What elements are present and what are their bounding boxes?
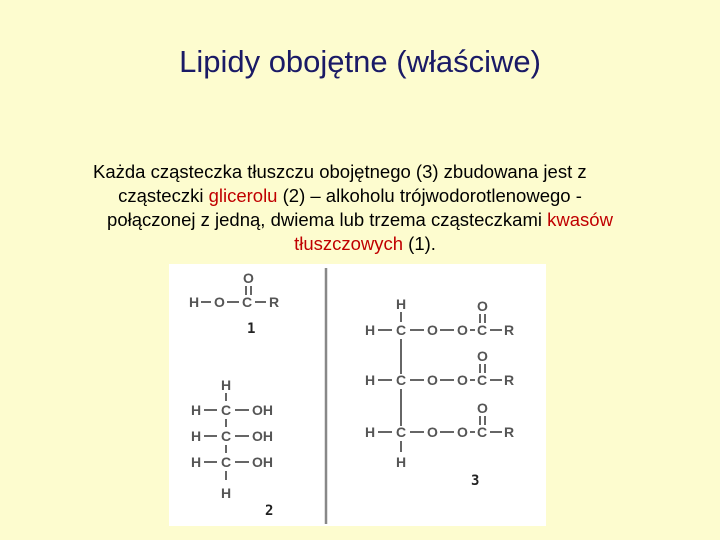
text-segment: (2) – alkoholu trójwodorotlenowego - bbox=[277, 185, 582, 206]
atom-r: R bbox=[504, 322, 515, 338]
glycerol-structure bbox=[191, 377, 273, 519]
text-segment: (1). bbox=[403, 233, 436, 254]
atom-c: C bbox=[396, 372, 407, 388]
atom-c: C bbox=[396, 322, 407, 338]
atom-h: H bbox=[396, 454, 407, 470]
acids-highlight: kwasów bbox=[547, 209, 613, 230]
description-line-4 bbox=[60, 232, 670, 256]
atom-h: H bbox=[221, 377, 232, 393]
atom-o: O bbox=[477, 348, 488, 364]
atom-h: H bbox=[191, 402, 202, 418]
atom-h: H bbox=[365, 424, 376, 440]
triglyceride-structure bbox=[365, 296, 514, 489]
fatty-acid-label: 1 bbox=[247, 321, 256, 337]
atom-h: H bbox=[191, 454, 202, 470]
atom-oh: OH bbox=[252, 454, 273, 470]
atom-o: O bbox=[477, 400, 488, 416]
atom-h: H bbox=[396, 296, 407, 312]
atom-o: O bbox=[477, 298, 488, 314]
structure-diagram-panel bbox=[169, 264, 546, 526]
atom-h: H bbox=[189, 294, 200, 310]
atom-o: O bbox=[427, 424, 438, 440]
description-paragraph bbox=[60, 160, 690, 256]
fat-label: 3 bbox=[471, 473, 480, 489]
atom-o: O bbox=[427, 372, 438, 388]
atom-r: R bbox=[504, 372, 515, 388]
chemical-structures-svg bbox=[169, 264, 546, 526]
text-segment: połączonej z jedną, dwiema lub trzema cząsteczkami bbox=[107, 209, 548, 230]
atom-c: C bbox=[221, 402, 232, 418]
atom-h: H bbox=[221, 485, 232, 501]
atom-c: C bbox=[477, 424, 488, 440]
atom-o: O bbox=[243, 270, 254, 286]
slide-title: Lipidy obojętne (właściwe) bbox=[179, 44, 541, 79]
atom-o: O bbox=[457, 424, 468, 440]
description-line-2 bbox=[60, 184, 640, 208]
atom-c: C bbox=[396, 424, 407, 440]
description-line-1: Każda cząsteczka tłuszczu obojętnego (3) zbudowana jest z bbox=[93, 161, 587, 182]
glycerol-label: 2 bbox=[265, 503, 274, 519]
atom-c: C bbox=[242, 294, 253, 310]
atom-oh: OH bbox=[252, 428, 273, 444]
atom-h: H bbox=[365, 372, 376, 388]
atom-oh: OH bbox=[252, 402, 273, 418]
fatty-highlight: tłuszczowych bbox=[294, 233, 404, 254]
atom-h: H bbox=[365, 322, 376, 338]
atom-c: C bbox=[477, 372, 488, 388]
atom-h: H bbox=[191, 428, 202, 444]
atom-o: O bbox=[457, 372, 468, 388]
fatty-acid-structure bbox=[189, 270, 279, 337]
atom-o: O bbox=[214, 294, 225, 310]
atom-o: O bbox=[427, 322, 438, 338]
description-line-3 bbox=[60, 208, 660, 232]
atom-c: C bbox=[221, 428, 232, 444]
atom-o: O bbox=[457, 322, 468, 338]
text-segment: cząsteczki bbox=[118, 185, 209, 206]
atom-c: C bbox=[477, 322, 488, 338]
atom-r: R bbox=[269, 294, 280, 310]
atom-c: C bbox=[221, 454, 232, 470]
glycerol-highlight: glicerolu bbox=[208, 185, 278, 206]
atom-r: R bbox=[504, 424, 515, 440]
